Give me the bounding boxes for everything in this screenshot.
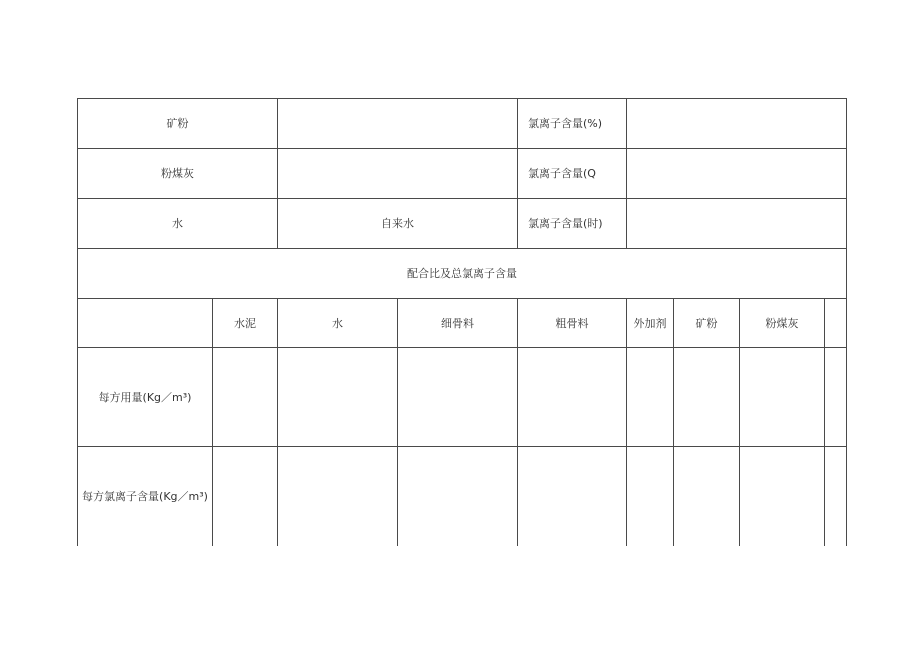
material-name-cell [78,199,277,248]
material-name-cell [78,149,277,198]
chloride-value-cell [627,149,846,198]
material-source-cell [278,99,517,148]
column-header [627,299,673,347]
column-header [674,299,739,347]
row-label-cell [78,447,212,546]
column-header-label: 粗骨料 [555,316,589,330]
column-header-label: 矿粉 [695,316,718,330]
column-header-label: 水泥 [234,316,256,330]
section-title-cell [78,249,846,298]
table-border-right [846,98,847,546]
chloride-label: 氯离子含量(时) [528,217,603,230]
table-cell [213,348,277,446]
material-source-cell [278,199,517,248]
column-header [825,299,846,347]
chloride-label-cell [518,149,626,198]
table-cell [398,348,517,446]
column-header [740,299,824,347]
chloride-label-cell [518,99,626,148]
table-cell [740,348,824,446]
header-corner-cell [78,299,212,347]
table-cell [674,348,739,446]
column-header [518,299,626,347]
table-cell [740,447,824,546]
material-name-cell [78,99,277,148]
column-header [398,299,517,347]
row-label: 每方用量(Kg／m³) [98,390,192,404]
table-cell [213,447,277,546]
chloride-value-cell [627,99,846,148]
row-label-cell [78,348,212,446]
table-cell [278,348,397,446]
column-header [278,299,397,347]
column-header-label: 水 [332,316,343,330]
table-cell [674,447,739,546]
column-header-label: 粉煤灰 [765,316,799,330]
table-cell [627,348,673,446]
chloride-label-cell [518,199,626,248]
material-name: 水 [172,217,183,230]
chloride-label: 氯离子含量(%) [528,117,603,130]
material-name: 粉煤灰 [161,167,194,180]
column-header [213,299,277,347]
table-cell [518,447,626,546]
table-cell [627,447,673,546]
table-cell [825,348,846,446]
chloride-value-cell [627,199,846,248]
material-source: 自来水 [381,217,414,230]
table-cell [518,348,626,446]
material-name: 矿粉 [166,117,189,130]
table-cell [825,447,846,546]
section-title: 配合比及总氯离子含量 [407,267,517,280]
material-source-cell [278,149,517,198]
row-label: 每方氯离子含量(Kg／m³) [82,490,208,503]
table-cell [278,447,397,546]
column-header-label: 外加剂 [633,316,667,330]
chloride-label: 氯离子含量(Q [528,167,596,180]
table-cell [398,447,517,546]
column-header-label: 细骨料 [441,316,474,330]
